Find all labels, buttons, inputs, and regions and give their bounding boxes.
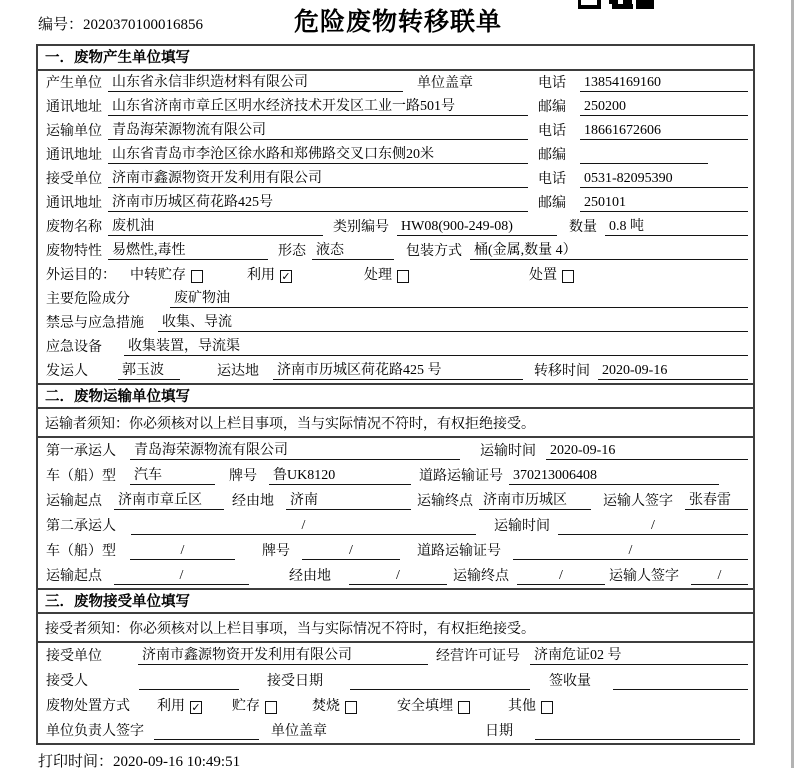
purpose-storage-checkbox: [191, 270, 203, 283]
recipient-value: [139, 673, 239, 690]
page-edge-line: [791, 0, 794, 768]
transporter-addr-label: 通讯地址: [46, 148, 102, 163]
end1-value: 济南市历城区: [479, 489, 591, 510]
disposal-option-landfill-label: 安全填埋: [397, 699, 453, 714]
row-receiver-address: [38, 191, 753, 215]
destination-value: 济南市历城区荷花路425 号: [273, 359, 523, 380]
check-mark-icon: ✓: [191, 701, 201, 714]
purpose-utilize-checkbox-checked: [280, 270, 292, 283]
disposal-option-other-label: 其他: [508, 699, 536, 714]
print-time: [38, 750, 240, 768]
disposal-option-storage-label: 贮存: [232, 699, 260, 714]
receiving-unit-label: 接受单位: [46, 649, 102, 664]
check-mark-icon: ✓: [281, 270, 291, 283]
responsible-sign-label: 单位负责人签字: [46, 724, 144, 739]
plate2-label: 牌号: [262, 544, 290, 559]
producer-phone-value: 13854169160: [580, 75, 748, 92]
row-route1: [38, 488, 753, 513]
end1-label: 运输终点: [417, 494, 473, 509]
print-time-value: 2020-09-16 10:49:51: [113, 754, 241, 768]
unit-seal2-label: 单位盖章: [271, 724, 327, 739]
via1-label: 经由地: [232, 494, 274, 509]
main-hazard-value: 废矿物油: [170, 287, 748, 308]
origin2-value: /: [114, 568, 249, 585]
transporter-phone-label: 电话: [538, 124, 566, 139]
carrier1-label: 第一承运人: [46, 444, 116, 459]
row-transporter: [38, 119, 753, 143]
producer-zip-value: 250200: [580, 99, 748, 116]
row-route2: [38, 563, 753, 588]
form-label: 形态: [278, 244, 306, 259]
quantity-label: 数量: [569, 220, 597, 235]
row-transporter-address: [38, 143, 753, 167]
purpose-option-treat-label: 处理: [364, 268, 392, 283]
doc-number-label: 编号：: [38, 17, 84, 33]
road-permit1-value: 370213006408: [509, 468, 719, 485]
receiver-phone-value: 0531-82095390: [580, 171, 748, 188]
row-vehicle2: [38, 538, 753, 563]
disposal-incinerate-checkbox: [345, 701, 357, 714]
transfer-date-value: 2020-09-16: [598, 363, 748, 380]
row-waste-characteristics: [38, 239, 753, 263]
row-main-hazard: [38, 287, 753, 311]
row-carrier2: [38, 513, 753, 538]
row-waste-name: [38, 215, 753, 239]
row-shipper: [38, 359, 753, 383]
sign2-value: /: [691, 568, 748, 585]
via2-value: /: [349, 568, 447, 585]
page-title: 危险废物转移联单: [293, 8, 502, 36]
transporter-addr-value: 山东省青岛市李沧区徐水路和郑佛路交叉口东侧20米: [108, 143, 528, 164]
received-qty-label: 签收量: [549, 674, 591, 689]
row-carrier1: [38, 438, 753, 463]
manifest-table: [36, 44, 755, 745]
transport-date1-label: 运输时间: [480, 444, 536, 459]
vehicle2-value: /: [130, 543, 235, 560]
sign1-value: 张春雷: [685, 489, 748, 510]
transport-date2-value: /: [558, 518, 748, 535]
shipper-value: 郭玉波: [118, 359, 180, 380]
disposal-label: 废物处置方式: [46, 699, 130, 714]
section1-header: 一．废物产生单位填写: [38, 46, 753, 71]
disposal-option-incinerate-label: 焚烧: [312, 699, 340, 714]
transporter-zip-value: [580, 147, 708, 164]
transporter-value: 青岛海荣源物流有限公司: [108, 119, 528, 140]
row-producer: [38, 71, 753, 95]
row-vehicle1: [38, 463, 753, 488]
sign1-label: 运输人签字: [603, 494, 673, 509]
road-permit1-label: 道路运输证号: [419, 469, 503, 484]
row-receiver: [38, 167, 753, 191]
producer-zip-label: 邮编: [538, 100, 566, 115]
category-label: 类别编号: [333, 220, 389, 235]
receiver-zip-label: 邮编: [538, 196, 566, 211]
responsible-sign-value: [154, 723, 259, 740]
via2-label: 经由地: [289, 569, 331, 584]
purpose-option-dispose-label: 处置: [529, 268, 557, 283]
license-value: 济南危证02 号: [530, 644, 748, 665]
document-header: [0, 0, 796, 44]
vehicle2-label: 车（船）型: [46, 544, 116, 559]
measures-label: 禁忌与应急措施: [46, 316, 144, 331]
transporter-notice: 运输者须知：你必须核对以上栏目事项，当与实际情况不符时，有权拒绝接受。: [38, 409, 753, 438]
receive-date-label: 接受日期: [267, 674, 323, 689]
plate2-value: /: [302, 543, 400, 560]
purpose-option-storage-label: 中转贮存: [130, 268, 186, 283]
equipment-value: 收集装置，导流渠: [124, 335, 748, 356]
plate1-value: 鲁UK8120: [269, 464, 411, 485]
road-permit2-value: /: [513, 543, 748, 560]
form-value: 液态: [312, 239, 394, 260]
producer-phone-label: 电话: [538, 76, 566, 91]
unit-seal-label: 单位盖章: [417, 76, 473, 91]
receiver-zip-value: 250101: [580, 195, 748, 212]
date-value: [535, 723, 740, 740]
print-time-label: 打印时间：: [38, 754, 114, 768]
row-disposal-method: [38, 693, 753, 718]
end2-label: 运输终点: [453, 569, 509, 584]
date-label: 日期: [485, 724, 513, 739]
producer-addr-label: 通讯地址: [46, 100, 102, 115]
carrier2-label: 第二承运人: [46, 519, 116, 534]
road-permit2-label: 道路运输证号: [417, 544, 501, 559]
characteristics-value: 易燃性,毒性: [108, 239, 268, 260]
row-emergency-equipment: [38, 335, 753, 359]
packaging-label: 包装方式: [406, 244, 462, 259]
disposal-utilize-checkbox-checked: [190, 701, 202, 714]
disposal-other-checkbox: [541, 701, 553, 714]
receiver-addr-label: 通讯地址: [46, 196, 102, 211]
receiver-notice: 接受者须知：你必须核对以上栏目事项，当与实际情况不符时，有权拒绝接受。: [38, 614, 753, 643]
section2-header: 二．废物运输单位填写: [38, 383, 753, 409]
row-emergency-measures: [38, 311, 753, 335]
purpose-dispose-checkbox: [562, 270, 574, 283]
receiver-value: 济南市鑫源物资开发利用有限公司: [108, 167, 528, 188]
transporter-label: 运输单位: [46, 124, 102, 139]
receiving-unit-value: 济南市鑫源物资开发利用有限公司: [138, 644, 428, 665]
end2-value: /: [517, 568, 605, 585]
waste-name-label: 废物名称: [46, 220, 102, 235]
disposal-storage-checkbox: [265, 701, 277, 714]
main-hazard-label: 主要危险成分: [46, 292, 130, 307]
receiver-addr-value: 济南市历城区荷花路425号: [108, 191, 528, 212]
characteristics-label: 废物特性: [46, 244, 102, 259]
quantity-value: 0.8 吨: [605, 215, 748, 236]
origin1-label: 运输起点: [46, 494, 102, 509]
producer-value: 山东省永信非织造材料有限公司: [108, 71, 403, 92]
packaging-value: 桶(金属,数量 4）: [470, 239, 748, 260]
row-producer-address: [38, 95, 753, 119]
transport-date2-label: 运输时间: [494, 519, 550, 534]
carrier1-value: 青岛海荣源物流有限公司: [130, 439, 460, 460]
measures-value: 收集、导流: [158, 311, 748, 332]
destination-label: 运达地: [217, 364, 259, 379]
purpose-option-utilize-label: 利用: [247, 268, 275, 283]
via1-value: 济南: [286, 489, 411, 510]
row-transfer-purpose: [38, 263, 753, 287]
row-responsible-signature: [38, 718, 753, 743]
recipient-label: 接受人: [46, 674, 88, 689]
plate1-label: 牌号: [229, 469, 257, 484]
vehicle1-label: 车（船）型: [46, 469, 116, 484]
row-recipient: [38, 668, 753, 693]
origin2-label: 运输起点: [46, 569, 102, 584]
producer-label: 产生单位: [46, 76, 102, 91]
received-qty-value: [613, 673, 748, 690]
transport-date1-value: 2020-09-16: [546, 443, 748, 460]
transporter-phone-value: 18661672606: [580, 123, 748, 140]
shipper-label: 发运人: [46, 364, 88, 379]
transfer-date-label: 转移时间: [534, 364, 590, 379]
purpose-label: 外运目的：: [46, 268, 116, 283]
category-value: HW08(900-249-08): [397, 219, 557, 236]
transporter-zip-label: 邮编: [538, 148, 566, 163]
sign2-label: 运输人签字: [609, 569, 679, 584]
section3-header: 三．废物接受单位填写: [38, 588, 753, 614]
origin1-value: 济南市章丘区: [114, 489, 224, 510]
purpose-treat-checkbox: [397, 270, 409, 283]
carrier2-value: /: [131, 518, 476, 535]
disposal-option-utilize-label: 利用: [157, 699, 185, 714]
disposal-landfill-checkbox: [458, 701, 470, 714]
row-receiving-unit: [38, 643, 753, 668]
vehicle1-value: 汽车: [130, 464, 215, 485]
equipment-label: 应急设备: [46, 340, 102, 355]
receive-date-value: [350, 673, 530, 690]
doc-number-value: 2020370100016856: [83, 17, 204, 33]
waste-name-value: 废机油: [108, 215, 323, 236]
license-label: 经营许可证号: [436, 649, 520, 664]
receiver-phone-label: 电话: [538, 172, 566, 187]
producer-addr-value: 山东省济南市章丘区明水经济技术开发区工业一路501号: [108, 95, 528, 116]
receiver-label: 接受单位: [46, 172, 102, 187]
